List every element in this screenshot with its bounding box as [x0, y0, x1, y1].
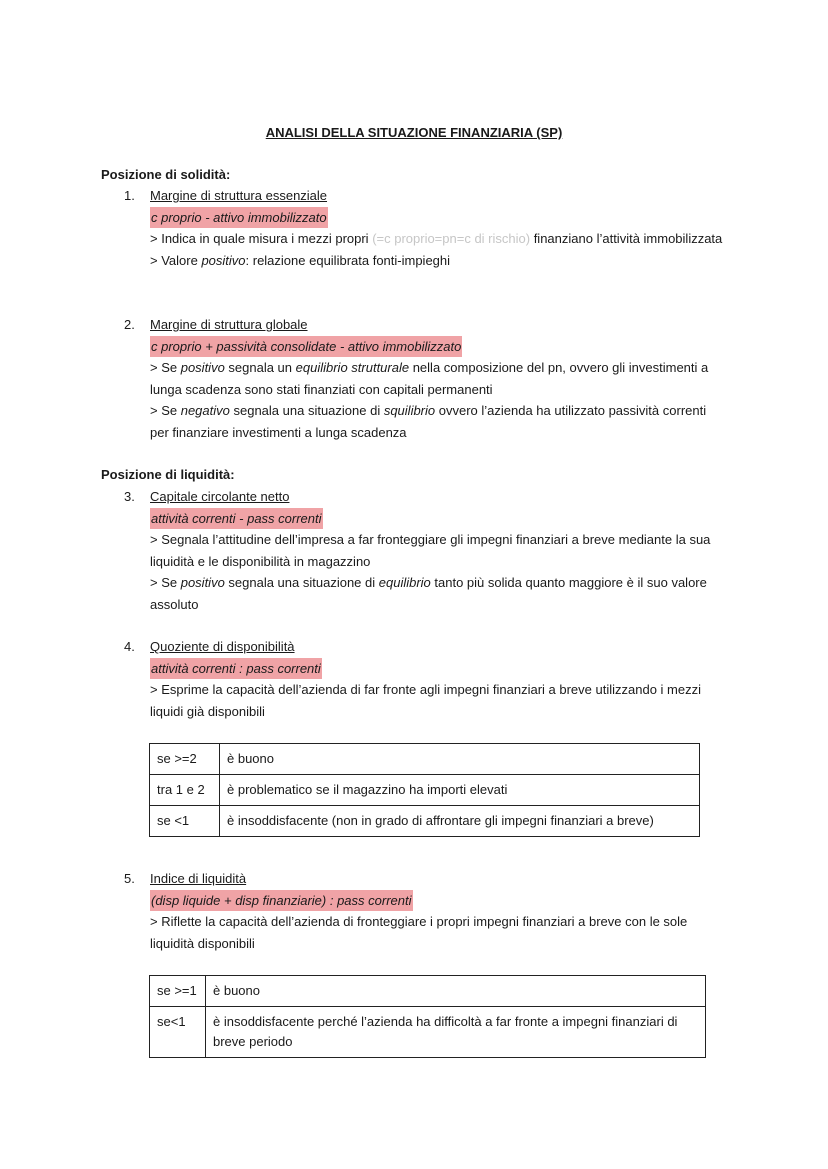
item-number: 4.	[124, 639, 135, 654]
table-row	[150, 744, 700, 775]
list-item-1	[124, 185, 724, 271]
item-title: Quoziente di disponibilità	[150, 639, 295, 654]
description-paragraph: > Indica in quale misura i mezzi propri (=c proprio=pn=c di rischio) finanziano l’attività immobilizzata	[150, 231, 723, 246]
table-cell: se <1	[150, 806, 220, 837]
list-item-4	[124, 636, 724, 722]
item-title: Indice di liquidità	[150, 871, 247, 886]
table-cell: se<1	[150, 1007, 206, 1058]
table-cell: è problematico se il magazzino ha importi elevati	[220, 775, 700, 806]
formula-highlight: attività correnti - pass correnti	[150, 508, 323, 530]
item-title: Capitale circolante netto	[150, 489, 290, 504]
item-title: Margine di struttura essenziale	[150, 188, 328, 203]
table-cell: se >=1	[150, 976, 206, 1007]
description-paragraph: > Se positivo segnala una situazione di equilibrio tanto più solida quanto maggiore è il suo valore assoluto	[150, 575, 707, 612]
table-cell: tra 1 e 2	[150, 775, 220, 806]
item-number: 5.	[124, 871, 135, 886]
description-paragraph: > Riflette la capacità dell’azienda di fronteggiare i propri impegni finanziari a breve con le sole liquidità disponibili	[150, 914, 688, 951]
formula-highlight: (disp liquide + disp finanziarie) : pass correnti	[150, 890, 413, 912]
formula-highlight: c proprio + passività consolidate - attivo immobilizzato	[150, 336, 462, 358]
table-cell: è buono	[206, 976, 706, 1007]
table-row	[150, 806, 700, 837]
document-title: ANALISI DELLA SITUAZIONE FINANZIARIA (SP)	[265, 125, 563, 140]
table-row	[150, 1007, 706, 1058]
section-heading-liquidita: Posizione di liquidità:	[101, 467, 235, 482]
description-paragraph: > Esprime la capacità dell’azienda di far fronte agli impegni finanziari a breve utilizzando i mezzi liquidi già disponibili	[150, 682, 701, 719]
table-cell: se >=2	[150, 744, 220, 775]
formula-highlight: c proprio - attivo immobilizzato	[150, 207, 328, 229]
description-paragraph: > Segnala l’attitudine dell’impresa a far fronteggiare gli impegni finanziari a breve mediante la sua liquidità e le disponibilità in magazzino	[150, 532, 711, 569]
table-row	[150, 775, 700, 806]
description-paragraph: > Se negativo segnala una situazione di squilibrio ovvero l’azienda ha utilizzato passività correnti per finanziare investimenti a lunga scadenza	[150, 403, 707, 440]
table-cell: è insoddisfacente perché l’azienda ha difficoltà a far fronte a impegni finanziari di breve periodo	[206, 1007, 706, 1058]
table-cell: è buono	[220, 744, 700, 775]
section-heading-solidita: Posizione di solidità:	[101, 167, 231, 182]
evaluation-table-disponibilita	[149, 743, 700, 837]
description-paragraph: > Valore positivo: relazione equilibrata fonti-impieghi	[150, 252, 451, 268]
formula-highlight: attività correnti : pass correnti	[150, 658, 322, 680]
muted-note: (=c proprio=pn=c di rischio)	[372, 231, 531, 246]
item-title: Margine di struttura globale	[150, 317, 308, 332]
list-item-2	[124, 314, 724, 443]
item-number: 2.	[124, 317, 135, 332]
evaluation-table-liquidita	[149, 975, 706, 1058]
table-cell: è insoddisfacente (non in grado di affrontare gli impegni finanziari a breve)	[220, 806, 700, 837]
table-row	[150, 976, 706, 1007]
list-item-5	[124, 868, 724, 954]
item-number: 3.	[124, 489, 135, 504]
list-item-3	[124, 486, 724, 615]
item-number: 1.	[124, 188, 135, 203]
description-paragraph: > Se positivo segnala un equilibrio strutturale nella composizione del pn, ovvero gli investimenti a lunga scadenza sono stati finanziati con capitali permanenti	[150, 360, 709, 397]
